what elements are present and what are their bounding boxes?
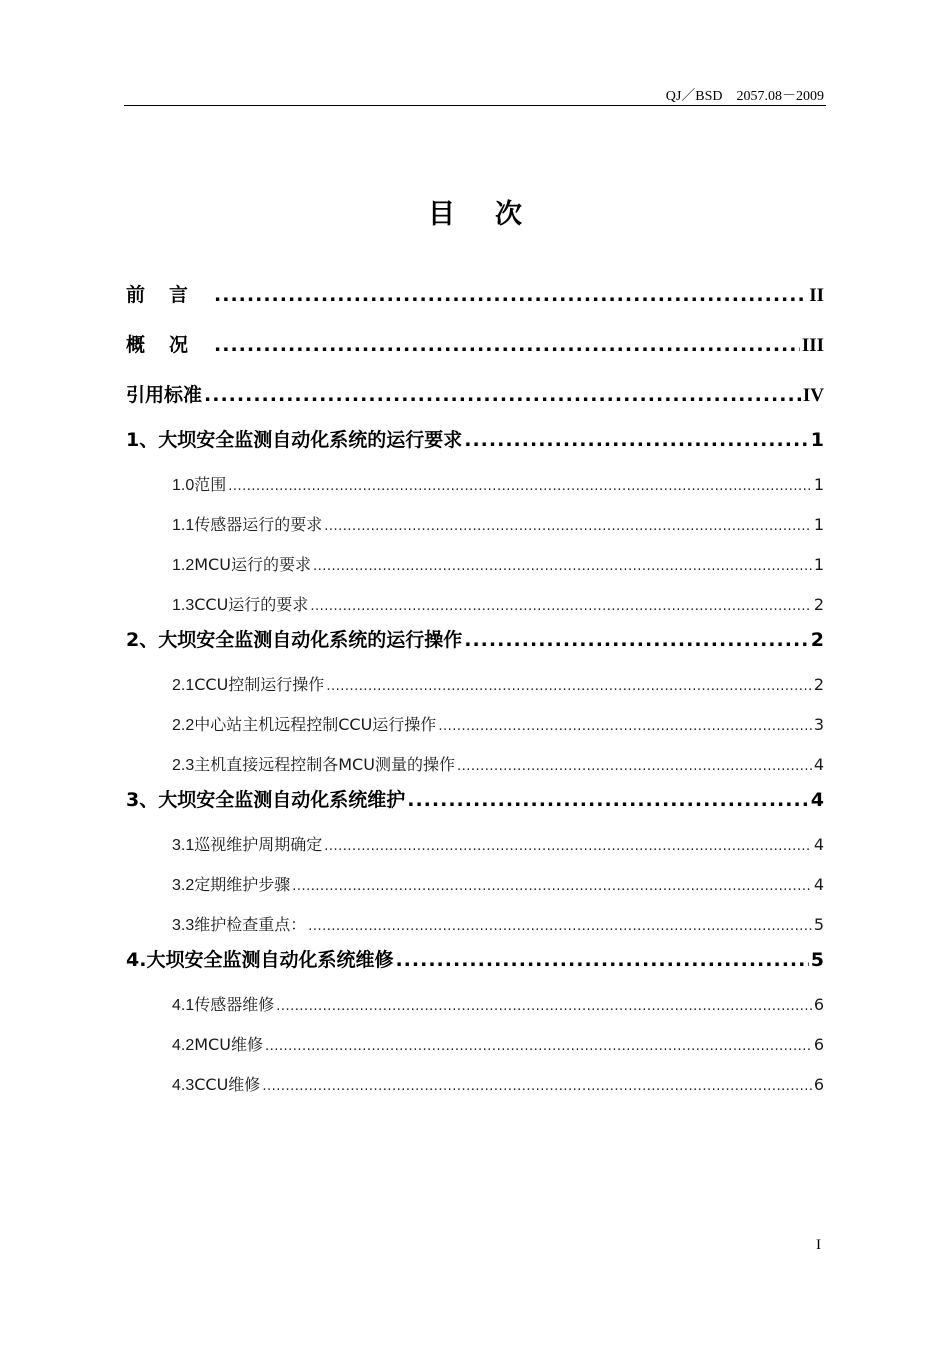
toc-entry-page: 4 xyxy=(813,875,824,894)
toc-entry xyxy=(126,330,824,357)
toc-entry-page: 2 xyxy=(813,675,824,694)
toc-dot-leader xyxy=(457,759,812,774)
toc-dot-leader xyxy=(292,879,812,894)
toc-entry-number: 2.1 xyxy=(172,677,195,694)
toc-entry xyxy=(126,752,824,775)
toc-title: 目次 xyxy=(428,199,562,230)
toc-entry-number: 2.2 xyxy=(172,717,195,734)
toc-dot-leader xyxy=(308,919,812,934)
page-header xyxy=(124,84,826,106)
toc-entry-label: 传感器维修 xyxy=(194,995,275,1014)
toc-entry-label: MCU运行的要求 xyxy=(194,555,311,574)
toc-dot-leader xyxy=(262,1079,812,1094)
toc-entry xyxy=(126,712,824,735)
toc-entry xyxy=(126,1032,824,1055)
toc-entry-page: 2 xyxy=(813,595,824,614)
toc-entry-number: 4.2 xyxy=(172,1037,195,1054)
toc-entry-label: 4.大坝安全监测自动化系统维修 xyxy=(126,949,394,971)
toc-dot-leader xyxy=(464,429,809,451)
toc-entry-label: 前言 xyxy=(126,284,213,306)
toc-entry-label: 2、大坝安全监测自动化系统的运行操作 xyxy=(126,629,463,651)
toc-dot-leader xyxy=(438,719,812,734)
toc-dot-leader xyxy=(228,479,812,494)
toc-entry-page: 4 xyxy=(810,789,824,811)
toc-entry-page: 2 xyxy=(810,629,824,651)
toc-entry-number: 1.1 xyxy=(172,517,195,534)
toc-entry-label: 1、大坝安全监测自动化系统的运行要求 xyxy=(126,429,463,451)
toc-entry-page: 3 xyxy=(813,715,824,734)
toc-dot-leader xyxy=(265,1039,812,1054)
toc-dot-leader xyxy=(324,839,812,854)
toc-entry-number: 3.2 xyxy=(172,877,195,894)
toc-entry-label: 概况 xyxy=(126,334,213,356)
toc-entry-number: 3.3 xyxy=(172,917,195,934)
toc-entry xyxy=(126,1072,824,1095)
toc-entry xyxy=(126,380,824,407)
toc-entry-page: 6 xyxy=(813,995,824,1014)
toc-entry-number: 4.1 xyxy=(172,997,195,1014)
toc-dot-leader xyxy=(204,384,801,406)
toc-entry-page: 1 xyxy=(813,555,824,574)
toc-entry xyxy=(126,945,824,972)
toc-dot-leader xyxy=(310,599,812,614)
toc-entry-label: 引用标准 xyxy=(126,384,203,406)
toc-entry xyxy=(126,912,824,935)
toc-entry-label: 定期维护步骤 xyxy=(194,875,291,894)
toc-entry xyxy=(126,552,824,575)
toc-entry-label: 维护检查重点： xyxy=(194,915,307,934)
toc-entry-page: 6 xyxy=(813,1035,824,1054)
toc-entry-label: CCU运行的要求 xyxy=(194,595,309,614)
toc-dot-leader xyxy=(214,334,800,356)
toc-dot-leader xyxy=(313,559,812,574)
toc-entry-label: 3、大坝安全监测自动化系统维护 xyxy=(126,789,406,811)
toc-entry-number: 1.2 xyxy=(172,557,195,574)
toc-entry xyxy=(126,512,824,535)
toc-entry xyxy=(126,672,824,695)
toc-entry xyxy=(126,992,824,1015)
toc-entry-label: CCU控制运行操作 xyxy=(194,675,325,694)
toc-entry-number: 1.3 xyxy=(172,597,195,614)
toc-entry-label: 中心站主机远程控制CCU运行操作 xyxy=(194,715,437,734)
toc-entry xyxy=(126,785,824,812)
toc-entry xyxy=(126,625,824,652)
toc-entry-page: 6 xyxy=(813,1075,824,1094)
toc-entry xyxy=(126,280,824,307)
toc-entry xyxy=(126,872,824,895)
toc-dot-leader xyxy=(326,679,812,694)
toc-entry-label: 主机直接远程控制各MCU测量的操作 xyxy=(194,755,455,774)
toc-entry xyxy=(126,592,824,615)
toc-entry-label: 传感器运行的要求 xyxy=(194,515,323,534)
toc-entry-label: CCU维修 xyxy=(194,1075,261,1094)
toc-entry-page: III xyxy=(801,335,824,356)
toc-entry-page: IV xyxy=(802,385,824,406)
toc-entry-page: 1 xyxy=(813,475,824,494)
page-number: I xyxy=(816,1237,821,1253)
toc-dot-leader xyxy=(395,949,808,971)
toc-entry-label: 巡视维护周期确定 xyxy=(194,835,323,854)
toc-entry-number: 4.3 xyxy=(172,1077,195,1094)
toc-entry-number: 1.0 xyxy=(172,477,195,494)
toc-dot-leader xyxy=(324,519,812,534)
toc-entry xyxy=(126,832,824,855)
toc-entry-label: MCU维修 xyxy=(194,1035,263,1054)
toc-entry-page: 1 xyxy=(810,429,824,451)
toc-entry-page: 4 xyxy=(813,835,824,854)
toc-entry-page: 5 xyxy=(813,915,824,934)
toc-entry-page: 1 xyxy=(813,515,824,534)
toc-dot-leader xyxy=(464,629,809,651)
toc-entry xyxy=(126,425,824,452)
toc-dot-leader xyxy=(407,789,809,811)
toc-entry-label: 范围 xyxy=(194,475,227,494)
toc-entry xyxy=(126,472,824,495)
toc-entry-number: 2.3 xyxy=(172,757,195,774)
toc-entry-number: 3.1 xyxy=(172,837,195,854)
document-code: QJ／BSD 2057.08－2009 xyxy=(665,89,824,104)
toc-dot-leader xyxy=(214,284,807,306)
toc-entry-page: II xyxy=(809,285,824,306)
toc-entry-page: 5 xyxy=(810,949,824,971)
toc-dot-leader xyxy=(276,999,812,1014)
toc-entry-page: 4 xyxy=(813,755,824,774)
